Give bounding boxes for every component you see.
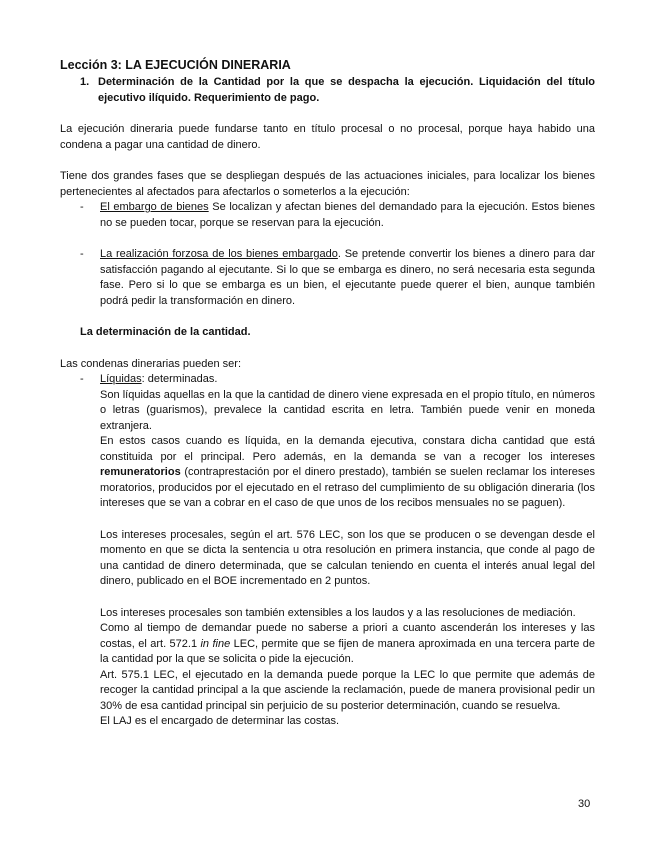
paragraph-intro: La ejecución dineraria puede fundarse tanto en título procesal o no procesal, porque haya habido una condena a pagar una cantidad de dinero. [60, 123, 595, 151]
term-description: . Se pretende convertir los bienes a dinero para dar satisfacción pagando al ejecutante. Si lo que se embarga es dinero, no será necesaria esta segunda fase. Pero si lo que se embarga es un bien, el ejecutante puede querer el bien, aunque también podrá pedir la transformación en dinero. [100, 248, 595, 307]
term-description: : determinadas. [141, 373, 218, 385]
paragraph-laj: El LAJ es el encargado de determinar las costas. [100, 715, 340, 727]
paragraph-phases: Tiene dos grandes fases que se despliegan después de las actuaciones iniciales, para localizar los bienes pertenecientes al afectados para afectarlos o someterlos a la ejecución: [60, 170, 595, 198]
text-run: LEC, permite que se fijen de manera aproximada en una tercera parte de la cantidad por la que se solicita o pide la ejecución. [100, 637, 595, 665]
text-run: (contraprestación por el dinero prestado), también se suelen reclamar los intereses moratorios, producidos por el ejecutado en el retraso del cumplimiento de su obligación dineraria (los intereses que se van a cobrar en el caso de que unos de los recibos mensuales no se paguen). [100, 466, 595, 509]
list-item-realizacion [80, 247, 595, 309]
text-run: En estos casos cuando es líquida, en la demanda ejecutiva, constara dicha cantidad que está constituida por el principal. Pero además, en la demanda se van a recoger los intereses [100, 435, 595, 463]
paragraph-liquidas-def: Son líquidas aquellas en la que la cantidad de dinero viene expresada en el propio título, en números o letras (guarismos), prevalece la cantidad escrita en letra. También puede venir en moneda extranjera. [100, 388, 595, 432]
list-item-text [100, 372, 595, 388]
term-realizacion: La realización forzosa de los bienes embargado [100, 248, 338, 260]
list-item-embargo [80, 200, 595, 231]
document-page [60, 58, 595, 730]
dash-bullet: - [80, 201, 84, 213]
list-item-text [100, 247, 595, 309]
paragraph-intereses [100, 434, 595, 512]
term-liquidas: Líquidas [100, 373, 142, 385]
numbered-heading [80, 75, 595, 106]
paragraph-intereses-procesales: Los intereses procesales, según el art. 576 LEC, son los que se producen o se devengan desde el momento en que se dicta la sentencia u otra resolución en primera instancia, que conde al pago de una cantidad de dinero determinada, que se calculan teniendo en cuenta el interés anual legal del dinero, publicado en el BOE incrementado en 2 puntos. [100, 528, 595, 587]
subheading: La determinación de la cantidad. [80, 326, 251, 338]
term-remuneratorios: remuneratorios [100, 466, 181, 478]
list-item-text [100, 200, 595, 231]
page-number: 30 [578, 798, 591, 810]
term-in-fine: in fine [200, 637, 231, 650]
paragraph-laudos: Los intereses procesales son también extensibles a los laudos y a las resoluciones de mediación. [100, 606, 576, 619]
list-item-liquidas [80, 372, 595, 388]
heading-text: Determinación de la Cantidad por la que se despacha la ejecución. Liquidación del título ejecutivo ilíquido. Requerimiento de pago. [98, 76, 595, 104]
term-embargo: El embargo de bienes [100, 201, 209, 213]
text-run: Como al tiempo de demandar puede no saberse a priori a cuanto ascenderán los intereses y las costas, el art. 572.1 [100, 622, 595, 650]
paragraph-condenas: Las condenas dinerarias pueden ser: [60, 357, 242, 370]
dash-bullet: - [80, 248, 84, 260]
term-description: Se localizan y afectan bienes del demandado para la ejecución. Estos bienes no se pueden tocar, porque se reservan para la ejecución. [100, 201, 596, 229]
heading-number: 1. [80, 76, 90, 88]
paragraph-costas-aprox [100, 621, 595, 668]
dash-bullet: - [80, 373, 84, 385]
paragraph-art-575: Art. 575.1 LEC, el ejecutado en la demanda puede porque la LEC lo que permite que además de recoger la cantidad principal a la que asciende la reclamación, puede de manera provisional pedir un 30% de esa cantidad principal sin perjuicio de su posterior determinación, cuando se resuelva. [100, 668, 595, 712]
lesson-title: Lección 3: LA EJECUCIÓN DINERARIA [60, 58, 291, 72]
